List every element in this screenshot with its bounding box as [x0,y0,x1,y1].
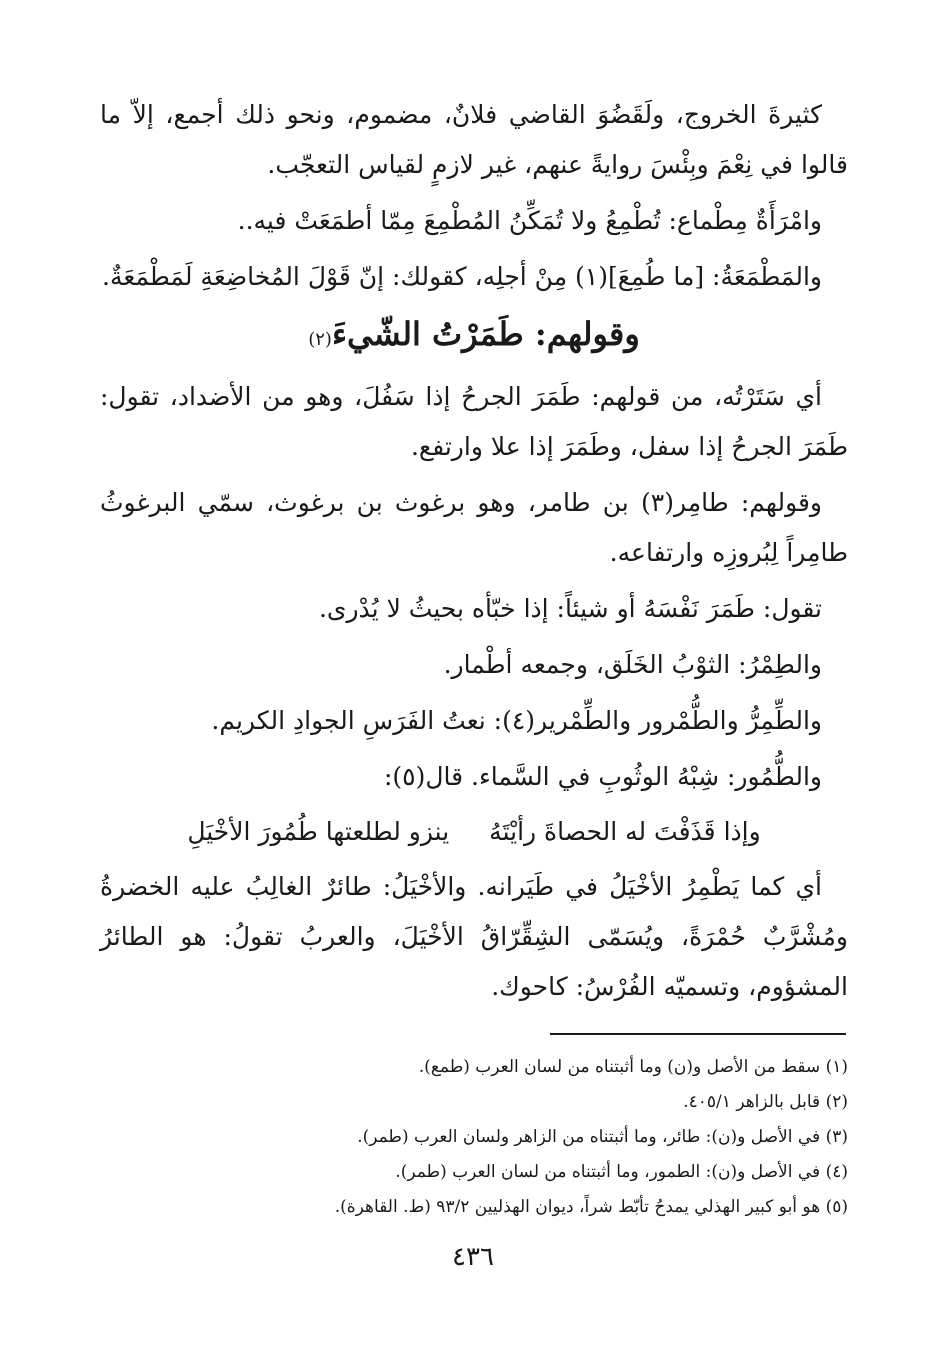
footnote-4: (٤) في الأصل و(ن): الطمور، وما أثبتناه من لسان العرب (طمر). [395,1162,848,1182]
paragraph-tumur: والطُّمُور: شِبْهُ الوثُوبِ في السَّماء. قال(٥): [383,762,822,791]
paragraph-mitma: وامْرَأَةٌ مِطْماع: تُطْمِعُ ولا تُمَكِّنُ المُطْمِعَ مِمّا أطمَعَتْ فيه.. [237,206,822,235]
verse-first-hemistich: وإذا قَذَفْتَ له الحصاةَ رأيْتَهُ [489,817,761,846]
paragraph-akhyal: أي كما يَطْمِرُ الأخْيَلُ في طَيَرانه. والأخْيَلُ: طائرٌ الغالِبُ عليه الخضرةُ ومُشْرَّبٌ حُمْرَةً، ويُسَمّى الشِقِّرّاقُ الأخْيَلَ، والعربُ تقولُ: هو الطائرُ المشؤوم، وتسميّه الفُرْسُ: كاحوك. [100,872,848,1001]
section-heading-text: وقولهم: طَمَرْتُ الشّيءَ [331,315,640,353]
paragraph-satartuh: أي سَتَرْتُه، من قولهم: طَمَرَ الجرحُ إذا سَفُلَ، وهو من الأضداد، تقول: طَمَرَ الجرحُ إذا سفل، وطَمَرَ إذا علا وارتفع. [100,382,848,461]
paragraph-matmaa: والمَطْمَعَةُ: [ما طُمِعَ](١) مِنْ أجلِه، كقولك: إنّ قَوْلَ المُخاضِعَةِ لَمَطْمَعَةٌ. [102,262,822,291]
verse-second-hemistich: ينزو لطلعتها طُمُورَ الأخْيَلِ [187,817,450,846]
paragraph-1: كثيرةَ الخروج، ولَقَضُوَ القاضي فلانٌ، مضموم، ونحو ذلك أجمع، إلاّ ما قالوا في نِعْمَ وبِئْسَ روايةً عنهم، غير لازمٍ لقياس التعجّب. [100,100,848,179]
paragraph-timirr: والطِّمِرُّ والطُّمْرور والطِّمْرير(٤): نعتُ الفَرَسِ الجوادِ الكريم. [211,706,822,735]
page-number: ٤٣٦ [452,1242,494,1272]
paragraph-timr: والطِمْرُ: الثوْبُ الخَلَق، وجمعه أطْمار. [443,650,822,679]
paragraph-tamir: وقولهم: طامِر(٣) بن طامر، وهو برغوث بن برغوث، سمّي البرغوثُ طامِراً لِبُروزِه وارتفاعه. [100,488,848,567]
footnote-2: (٢) قابل بالزاهر ٤٠٥/١. [683,1092,848,1112]
poetry-verse [100,804,848,860]
paragraph-tamara-nafsah: تقول: طَمَرَ نَفْسَهُ أو شيئاً: إذا خبّأه بحيثُ لا يُدْرى. [318,594,822,623]
section-heading [100,304,848,370]
page-body [100,90,848,1012]
footnote-separator [550,1033,846,1035]
footnotes [100,1050,848,1225]
footnote-1: (١) سقط من الأصل و(ن) وما أثبتناه من لسان العرب (طمع). [418,1057,848,1077]
footnote-3: (٣) في الأصل و(ن): طائر، وما أثبتناه من الزاهر ولسان العرب (طمر). [357,1127,848,1147]
footnote-5: (٥) هو أبو كبير الهذلي يمدحُ تأبّط شراً، ديوان الهذليين ٩٣/٢ (ط. القاهرة). [334,1197,848,1217]
heading-footnote-ref: (٢) [308,329,332,350]
